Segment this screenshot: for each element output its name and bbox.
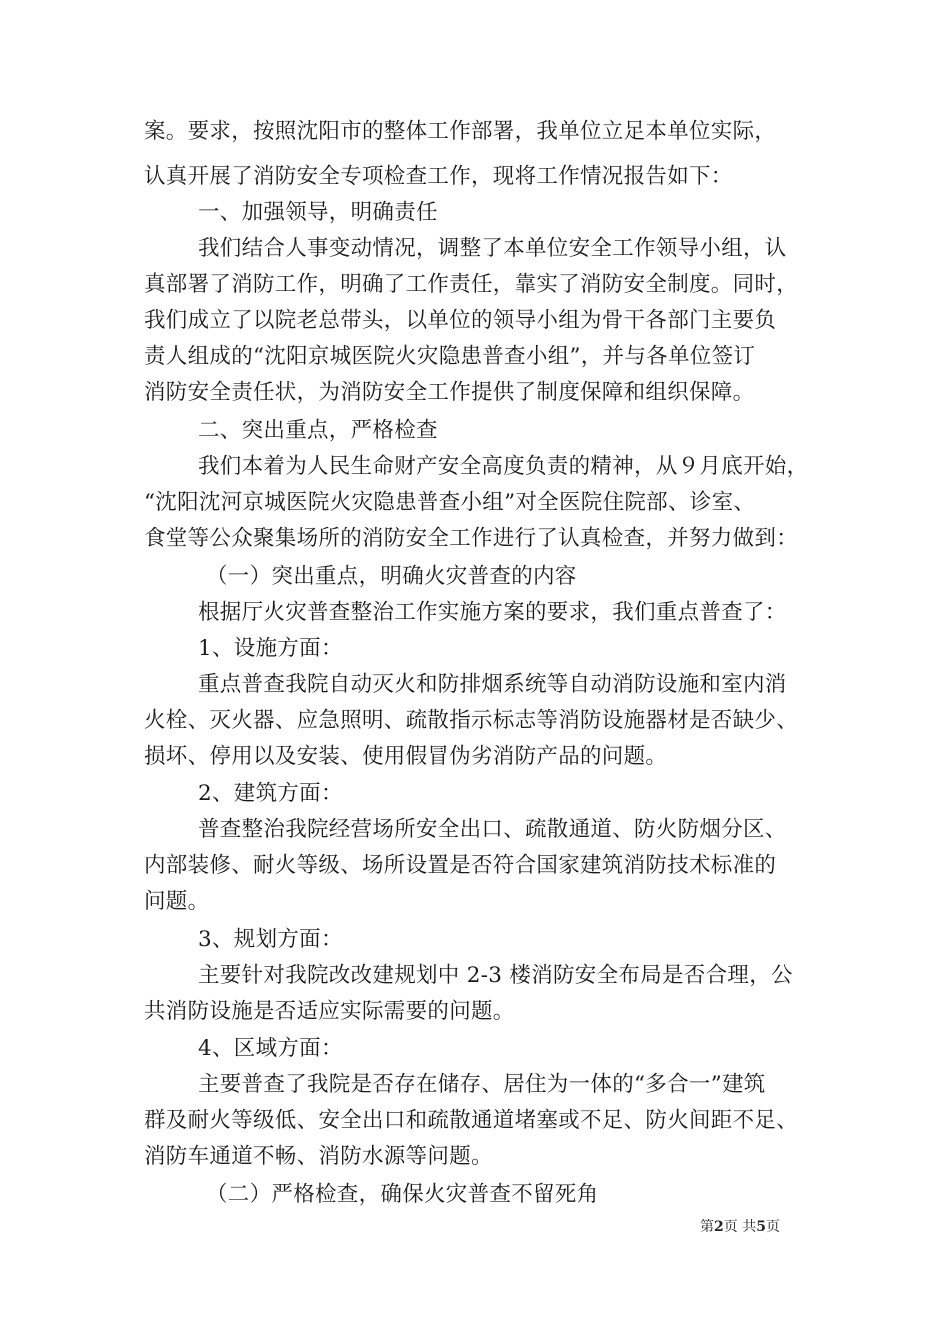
paragraph-line: 我们结合人事变动情况，调整了本单位安全工作领导小组，认: [198, 236, 787, 261]
paragraph-line: 内部装修、耐火等级、场所设置是否符合国家建筑消防技术标准的: [144, 853, 777, 878]
paragraph-line: 损坏、停用以及安装、使用假冒伪劣消防产品的问题。: [144, 744, 668, 769]
paragraph-line: 火栓、灭火器、应急照明、疏散指示标志等消防设施器材是否缺少、: [144, 708, 799, 733]
paragraph-line: 我们成立了以院老总带头，以单位的领导小组为骨干各部门主要负: [144, 308, 777, 333]
paragraph-line: 案。要求，按照沈阳市的整体工作部署，我单位立足本单位实际，: [144, 119, 777, 144]
footer-middle: 页 共: [723, 1219, 757, 1235]
paragraph-line: 消防安全责任状，为消防安全工作提供了制度保障和组织保障。: [144, 380, 755, 405]
paragraph-line: 责人组成的“沈阳京城医院火灾隐患普查小组”，并与各单位签订: [144, 344, 756, 369]
footer-suffix: 页: [765, 1219, 780, 1235]
list-item-heading: 1、设施方面：: [198, 636, 343, 661]
paragraph-line: 食堂等公众聚集场所的消防安全工作进行了认真检查，并努力做到：: [144, 526, 799, 551]
list-item-heading: 3、规划方面：: [198, 927, 343, 952]
subsection-heading: （二）严格检查，确保火灾普查不留死角: [206, 1182, 599, 1207]
subsection-heading: （一）突出重点，明确火灾普查的内容: [206, 564, 577, 589]
total-page-number: 5: [756, 1219, 766, 1235]
list-item-heading: 4、区域方面：: [198, 1036, 343, 1061]
paragraph-line: 认真开展了消防安全专项检查工作，现将工作情况报告如下：: [144, 164, 733, 189]
paragraph-line: 我们本着为人民生命财产安全高度负责的精神，从９月底开始，: [198, 454, 809, 479]
page-number-footer: [700, 1218, 780, 1236]
paragraph-line: 共消防设施是否适应实际需要的问题。: [144, 999, 515, 1024]
paragraph-line: 消防车通道不畅、消防水源等问题。: [144, 1144, 493, 1169]
section-heading: 二、突出重点，严格检查: [198, 418, 438, 443]
paragraph-line: 重点普查我院自动灭火和防排烟系统等自动消防设施和室内消: [198, 672, 787, 697]
paragraph-line: 主要针对我院改改建规划中 2-3 楼消防安全布局是否合理，公: [198, 963, 793, 988]
paragraph-line: 普查整治我院经营场所安全出口、疏散通道、防火防烟分区、: [198, 817, 787, 842]
paragraph-line: 主要普查了我院是否存在储存、居住为一体的“多合一”建筑: [198, 1072, 766, 1097]
paragraph-line: 真部署了消防工作，明确了工作责任，靠实了消防安全制度。同时，: [144, 272, 799, 297]
paragraph-line: 群及耐火等级低、安全出口和疏散通道堵塞或不足、防火间距不足、: [144, 1108, 799, 1133]
paragraph-line: 根据厅火灾普查整治工作实施方案的要求，我们重点普查了：: [198, 600, 787, 625]
section-heading: 一、加强领导，明确责任: [198, 200, 438, 225]
footer-prefix: 第: [700, 1219, 714, 1235]
paragraph-line: 问题。: [144, 889, 210, 914]
current-page-number: 2: [714, 1219, 724, 1235]
list-item-heading: 2、建筑方面：: [198, 781, 343, 806]
paragraph-line: “沈阳沈河京城医院火灾隐患普查小组”对全医院住院部、诊室、: [144, 490, 756, 515]
